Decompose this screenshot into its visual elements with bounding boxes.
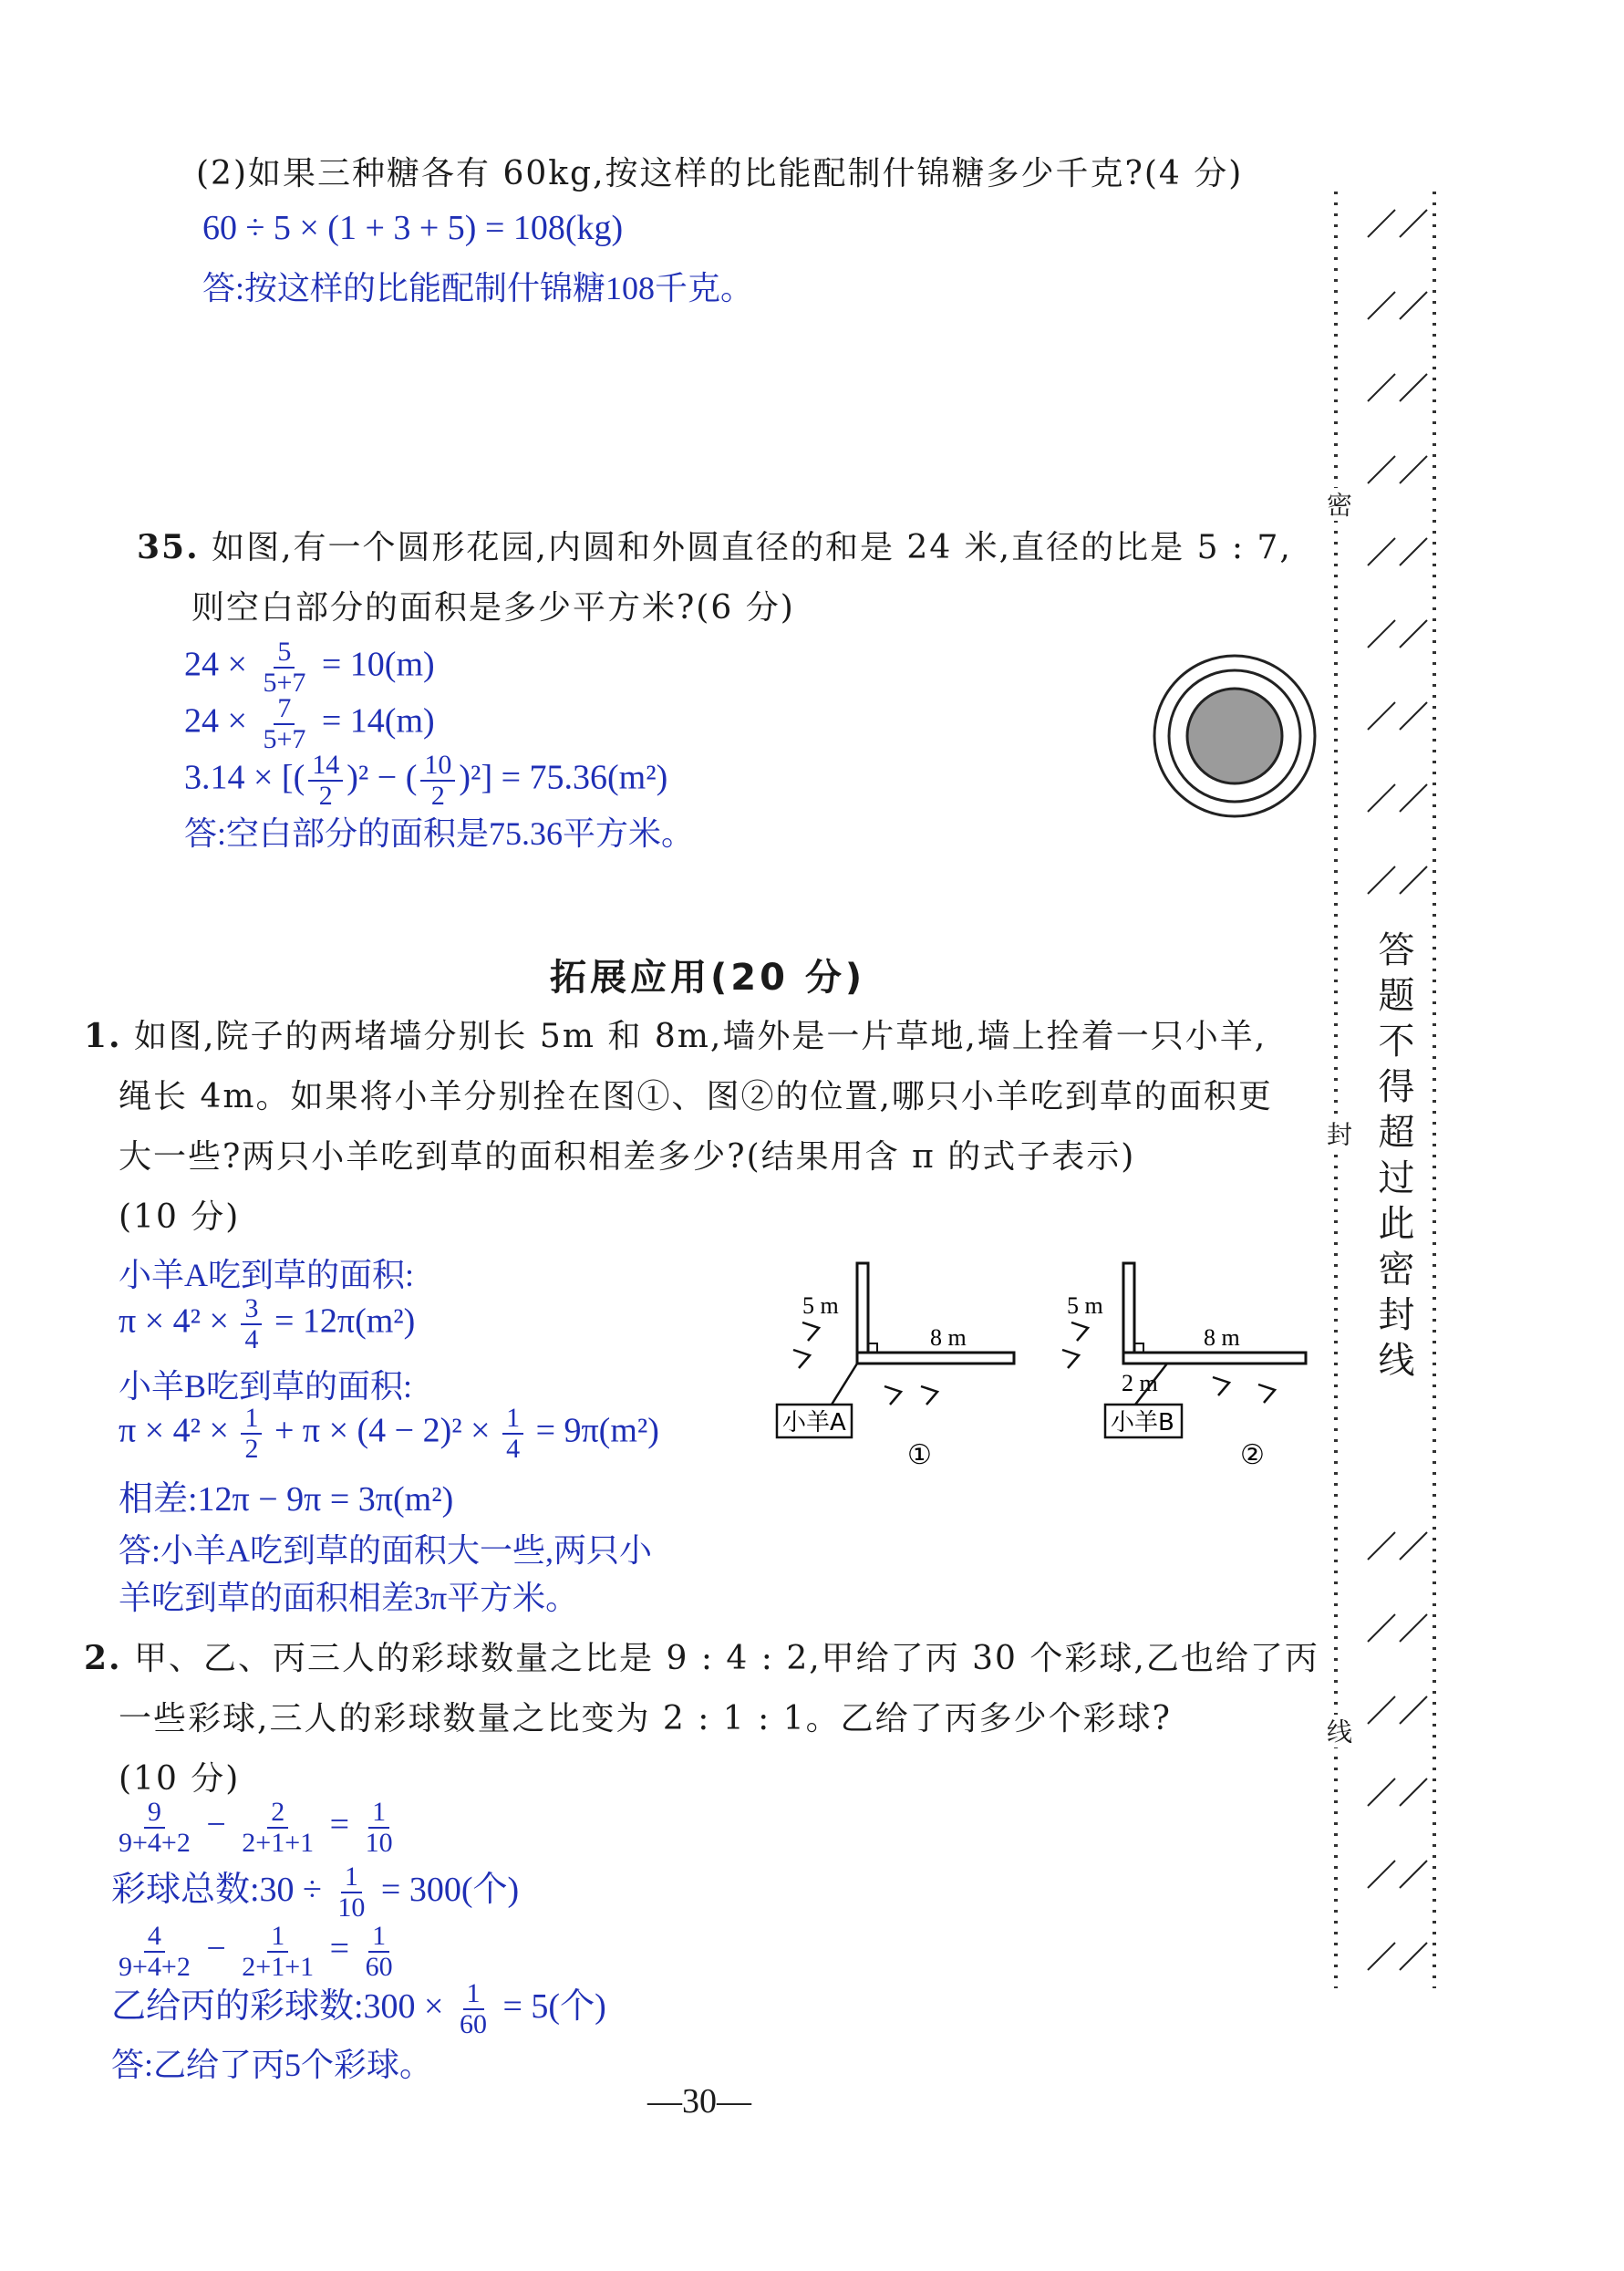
q35-garden-figure: [1151, 652, 1319, 820]
ext2-b1-frac2: [238, 1799, 317, 1857]
wall-5m: [857, 1263, 868, 1364]
denominator: 5+7: [263, 724, 306, 754]
q35-text1: 如图,有一个圆形花园,内圆和外圆直径的和是 24 米,直径的比是 5 : 7,: [212, 529, 1292, 566]
ext2-number: 2.: [84, 1639, 122, 1677]
fig2-len5: 5 m: [1067, 1292, 1103, 1319]
denominator: 4: [244, 1324, 259, 1354]
numerator: 5: [274, 638, 295, 669]
page-number: —30—: [647, 2082, 751, 2121]
figure-1: [777, 1263, 1014, 1471]
ext2-b1-eq: =: [329, 1805, 350, 1844]
q35-step2-frac: [259, 695, 309, 753]
fig1-label: ①: [907, 1439, 932, 1471]
ext2-b3-frac2: [238, 1923, 317, 1981]
denominator: 5+7: [263, 668, 306, 698]
hatch-lines-top: [1368, 210, 1427, 894]
seal-char-feng: 封: [1319, 1117, 1356, 1150]
section-title: 拓展应用(20 分): [550, 957, 866, 999]
ext1-ans-a2: [119, 1295, 415, 1353]
ext2-b4-pre: 乙给丙的彩球数:300 ×: [111, 1987, 444, 2026]
q35-answer: 答:空白部分的面积是75.36平方米。: [184, 815, 695, 852]
numerator: 1: [502, 1405, 523, 1435]
ext1-text1: 如图,院子的两堵墙分别长 5m 和 8m,墙外是一片草地,墙上拴着一只小羊,: [134, 1018, 1267, 1055]
fig2-label: ②: [1240, 1439, 1265, 1471]
q35-step2-post: = 14(m): [321, 701, 435, 741]
ext1-a4-frac2: [502, 1405, 523, 1463]
q35-step3-frac2: [420, 752, 455, 810]
ext2-b1-frac1: [115, 1799, 194, 1857]
numerator: 1: [463, 1980, 484, 2010]
ext1-question-line3: 大一些?两只小羊吃到草的面积相差多少?(结果用含 π 的式子表示): [119, 1138, 1136, 1176]
ext1-ans-a5: 相差:12π − 9π = 3π(m²): [119, 1480, 454, 1519]
ext1-a2-post: = 12π(m²): [274, 1301, 416, 1341]
denominator: 2: [318, 781, 333, 811]
numerator: 3: [241, 1295, 262, 1325]
q35-number: 35.: [137, 528, 200, 566]
ext2-b3-minus: −: [206, 1929, 226, 1968]
ext2-b3-frac1: [115, 1923, 194, 1981]
denominator: 2: [430, 781, 445, 811]
ext2-b2-post: = 300(个): [380, 1871, 520, 1909]
ext2-question-line3: (10 分): [119, 1760, 241, 1798]
q35-step3-a: 3.14 × [(: [184, 758, 305, 797]
ext2-b3: [111, 1923, 400, 1981]
numerator: 1: [368, 1923, 389, 1953]
ext2-b1-frac3: [362, 1799, 397, 1857]
wall-5m: [1123, 1263, 1134, 1364]
ext1-number: 1.: [84, 1017, 122, 1055]
q35-step1-pre: 24 ×: [184, 645, 247, 684]
q35-step3-b: )² − (: [347, 758, 418, 797]
q34-part2-calc: 60 ÷ 5 × (1 + 3 + 5) = 108(kg): [202, 209, 624, 247]
ext1-question-line1: [84, 1011, 1267, 1057]
numerator: 1: [241, 1405, 262, 1435]
denominator: 2+1+1: [242, 1952, 315, 1982]
ext2-b2: [111, 1861, 519, 1922]
denominator: 2: [244, 1434, 259, 1464]
denominator: 9+4+2: [119, 1952, 191, 1982]
fig1-len8: 8 m: [930, 1324, 967, 1351]
numerator: 1: [341, 1863, 362, 1893]
numerator: 14: [308, 752, 343, 782]
q35-question-line1: [137, 522, 1292, 568]
fig2-len2: 2 m: [1122, 1370, 1158, 1396]
ext1-ans-a4: [119, 1405, 659, 1463]
wall-8m: [857, 1353, 1014, 1364]
ext1-question-line2: 绳长 4m。如果将小羊分别拴在图①、图②的位置,哪只小羊吃到草的面积更: [119, 1078, 1273, 1115]
q35-step3-c: )²] = 75.36(m²): [459, 758, 668, 797]
denominator: 10: [337, 1892, 366, 1924]
numerator: 9: [144, 1799, 165, 1829]
ext2-b2-frac: [334, 1863, 368, 1922]
wall-8m: [1123, 1353, 1306, 1364]
q35-step2-pre: 24 ×: [184, 701, 247, 741]
q35-step2: [184, 695, 435, 753]
denominator: 10: [365, 1828, 393, 1858]
inner-circle: [1187, 689, 1282, 783]
rope: [832, 1364, 857, 1405]
numerator: 1: [368, 1799, 389, 1829]
q35-step3: [184, 752, 667, 810]
q35-step1: [184, 638, 435, 697]
q34-part2-answer: 答:按这样的比能配制什锦糖108千克。: [202, 270, 754, 306]
ext1-a2-frac: [241, 1295, 262, 1353]
fig1-sheep: 小羊A: [782, 1409, 846, 1436]
ext2-question-line2: 一些彩球,三人的彩球数量之比变为 2 : 1 : 1。乙给了丙多少个彩球?: [119, 1700, 1172, 1737]
seal-warning-text: 答题不得超过此密封线: [1372, 930, 1414, 1386]
denominator: 4: [506, 1434, 521, 1464]
denominator: 2+1+1: [242, 1828, 315, 1858]
ext2-b2-pre: 彩球总数:30 ÷: [111, 1871, 322, 1909]
q35-step1-frac: [259, 638, 309, 697]
seal-char-xian: 线: [1319, 1715, 1356, 1747]
ext2-b1: [111, 1799, 400, 1857]
ext1-ans-a1: 小羊A吃到草的面积:: [119, 1257, 415, 1293]
numerator: 1: [267, 1923, 288, 1953]
ext1-a4-mid: + π × (4 − 2)² ×: [274, 1411, 491, 1450]
q34-part2-question: (2)如果三种糖各有 60kg,按这样的比能配制什锦糖多少千克?(4 分): [196, 155, 1244, 192]
ext1-ans-a6: 答:小羊A吃到草的面积大一些,两只小: [119, 1532, 653, 1569]
fig2-len8: 8 m: [1204, 1324, 1240, 1351]
ext2-answer: 答:乙给了丙5个彩球。: [111, 2047, 433, 2083]
numerator: 10: [420, 752, 455, 782]
ext2-b4-frac: [456, 1980, 491, 2038]
fig1-len5: 5 m: [802, 1292, 839, 1319]
numerator: 7: [274, 695, 295, 725]
q35-step3-frac1: [308, 752, 343, 810]
fig2-sheep: 小羊B: [1111, 1409, 1174, 1436]
ext2-question-line1: [84, 1633, 1319, 1679]
ext1-ans-a3: 小羊B吃到草的面积:: [119, 1368, 413, 1405]
ext2-b3-frac3: [362, 1923, 397, 1981]
ext1-a4-pre: π × 4² ×: [119, 1411, 229, 1450]
ext1-a4-frac1: [241, 1405, 262, 1463]
q35-question-line2: 则空白部分的面积是多少平方米?(6 分): [191, 589, 795, 627]
numerator: 4: [144, 1923, 165, 1953]
hatch-lines-bottom: [1368, 1532, 1427, 1970]
denominator: 60: [365, 1952, 393, 1982]
figure-2: [1062, 1263, 1306, 1471]
ext2-b3-eq: =: [329, 1929, 350, 1968]
ext2-b1-minus: −: [206, 1805, 226, 1844]
ext1-question-line4: (10 分): [119, 1198, 241, 1236]
q35-step1-post: = 10(m): [321, 645, 435, 684]
ext2-text1: 甲、乙、丙三人的彩球数量之比是 9 : 4 : 2,甲给了丙 30 个彩球,乙也给了丙: [134, 1640, 1319, 1677]
numerator: 2: [267, 1799, 288, 1829]
ext2-b4: [111, 1977, 606, 2038]
ext1-figures: [766, 1259, 1331, 1496]
denominator: 9+4+2: [119, 1828, 191, 1858]
ext1-a4-post: = 9π(m²): [535, 1411, 659, 1450]
ext2-b4-post: = 5(个): [502, 1987, 606, 2026]
ext1-a2-pre: π × 4² ×: [119, 1301, 229, 1341]
ext1-ans-a7: 羊吃到草的面积相差3π平方米。: [119, 1580, 579, 1616]
seal-char-mi: 密: [1319, 488, 1356, 521]
denominator: 60: [460, 2009, 487, 2040]
